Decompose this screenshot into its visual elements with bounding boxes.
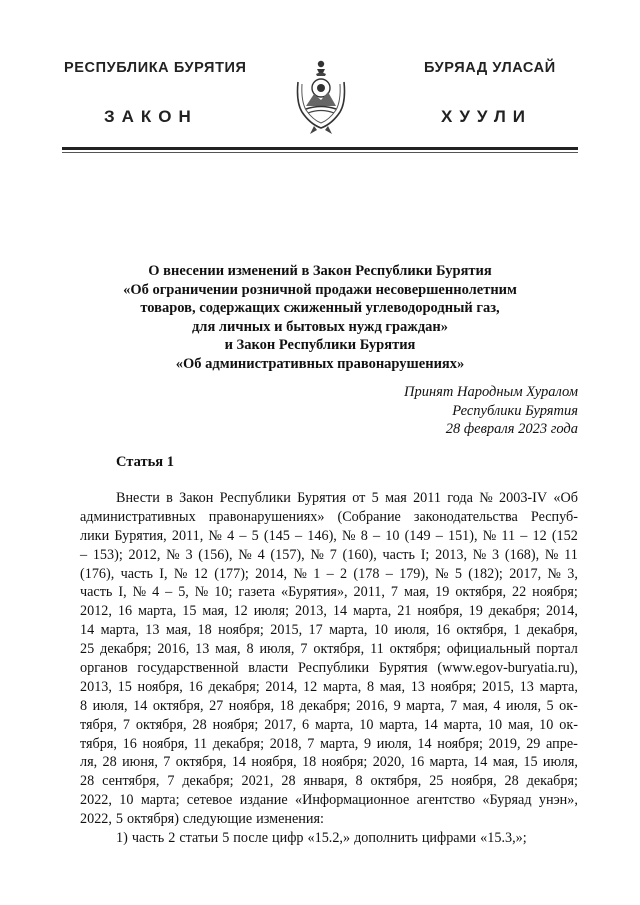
body-line: ля, 28 июня, 7 октября, 14 ноября, 18 ноября; 2020, 16 марта, 14 мая, 15 июля,	[80, 754, 578, 771]
body-line: органов государственной власти Республики Бурятия (www.egov-buryatia.ru),	[80, 660, 578, 677]
title-line: товаров, содержащих сжиженный углеводородный газ,	[140, 300, 500, 316]
title-line: для личных и бытовых нужд граждан»	[191, 318, 449, 335]
title-line: «Об ограничении розничной продажи несовершеннолетним	[123, 281, 517, 298]
body-line: 2012, 16 марта, 15 мая, 12 июля; 2013, 14 марта, 21 ноября, 19 декабря; 2014,	[80, 603, 578, 620]
body-line: 1) часть 2 статьи 5 после цифр «15.2,» дополнить цифрами «15.3,»;	[116, 830, 527, 847]
body-line: Внести в Закон Республики Бурятия от 5 мая 2011 года № 2003-IV «Об	[116, 490, 578, 506]
header-divider-thick	[62, 147, 578, 150]
adoption-line: Принят Народным Хуралом	[403, 384, 578, 400]
body-line: лики Бурятия, 2011, № 4 – 5 (145 – 146), № 8 – 10 (149 – 151), № 11 – 12 (152	[80, 527, 578, 544]
adoption-date: 28 февраля 2023 года	[445, 421, 578, 437]
body-line: 28 сентября, 7 декабря; 2021, 28 января, 8 октября, 25 ноября, 28 декабря;	[80, 773, 578, 790]
title-line: «Об административных правонарушениях»	[175, 355, 465, 372]
header-divider-thin	[62, 152, 578, 153]
body-line: 2022, 10 марта; сетевое издание «Информационное агентство «Буряад унэн»,	[80, 792, 578, 809]
header-law-bua: ХУУЛИ	[441, 107, 532, 126]
header-law-ru: ЗАКОН	[104, 107, 198, 126]
buryatia-coat-of-arms-icon	[292, 54, 350, 136]
header-republic-bua: БУРЯАД УЛАСАЙ	[424, 60, 556, 76]
body-line: 2013, 15 ноября, 16 декабря; 2014, 12 марта, 8 мая, 13 ноября; 2015, 13 марта,	[80, 678, 578, 695]
body-line: (176), часть I, № 12 (177); 2014, № 1 – 2 (178 – 179), № 5 (182); 2017, № 3,	[80, 565, 578, 582]
body-line: – 153); 2012, № 3 (156), № 4 (157), № 7 (160), часть I; 2013, № 3 (168), № 11	[80, 546, 578, 563]
adoption-line: Республики Бурятия	[452, 402, 578, 419]
title-line: О внесении изменений в Закон Республики Бурятия	[148, 263, 492, 279]
body-line: тября, 16 ноября, 11 декабря; 2018, 7 марта, 9 июля, 14 ноября; 2019, 29 апре-	[80, 735, 578, 752]
body-line: административных правонарушениях» (Собрание законодательства Респуб-	[80, 508, 578, 525]
article-body	[80, 489, 578, 848]
law-title	[90, 262, 550, 373]
header-republic-ru: РЕСПУБЛИКА БУРЯТИЯ	[64, 60, 247, 76]
title-line: и Закон Республики Бурятия	[224, 337, 416, 353]
body-line: 14 марта, 13 мая, 18 ноября; 2015, 17 марта, 10 июля, 16 октября, 1 декабря,	[80, 622, 578, 639]
body-line: 8 июля, 14 октября, 27 ноября, 18 декабря; 2016, 9 марта, 7 мая, 4 июля, 5 ок-	[80, 697, 578, 714]
body-line: тября, 7 октября, 28 ноября; 2017, 6 марта, 10 марта, 14 марта, 10 мая, 10 ок-	[80, 716, 578, 733]
body-line: 2022, 5 октября) следующие изменения:	[80, 811, 324, 828]
adoption-note	[404, 383, 578, 439]
body-line: часть I, № 4 – 5, № 10; газета «Бурятия», 2011, 7 мая, 19 октября, 22 ноября;	[80, 584, 578, 601]
article-heading: Статья 1	[116, 454, 174, 470]
body-line: 25 декабря; 2016, 13 мая, 8 июля, 7 октября, 11 октября; официальный портал	[80, 641, 578, 658]
